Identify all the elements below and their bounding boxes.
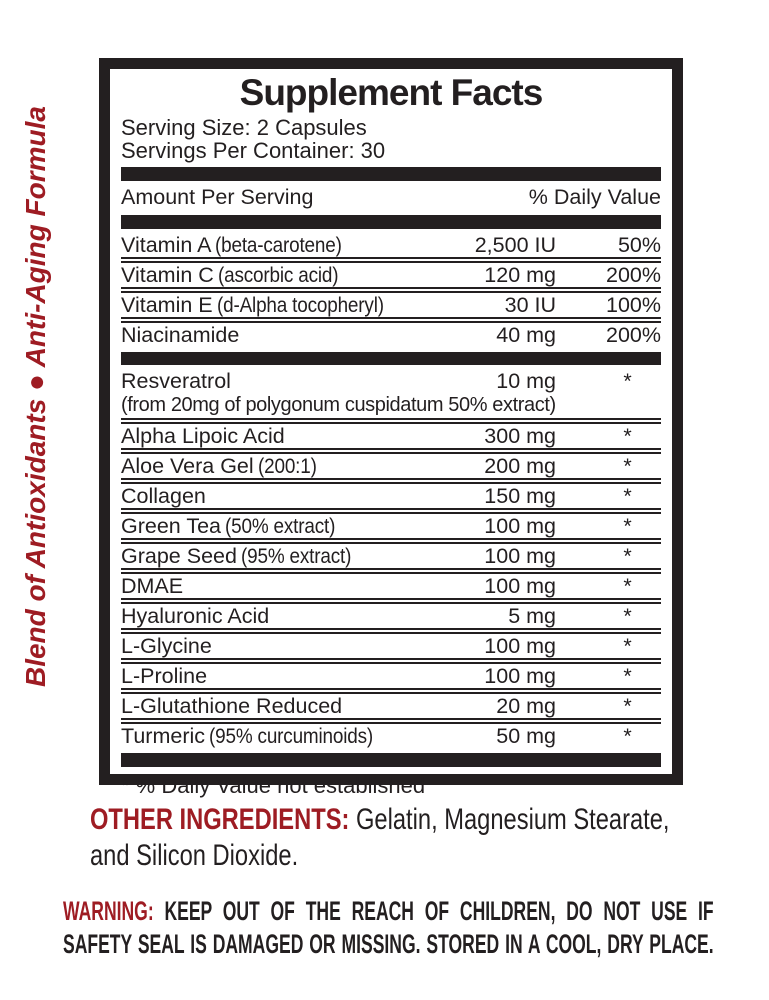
ingredient-dv: 100% — [606, 293, 661, 317]
ingredient-row-main — [121, 514, 661, 538]
ingredient-row — [121, 233, 661, 257]
ingredient-name: L-Glycine — [121, 634, 212, 658]
ingredient-row — [121, 688, 661, 718]
ingredient-amount: 200 mg — [484, 454, 556, 478]
ingredient-row — [121, 598, 661, 628]
ingredient-name: Vitamin E — [121, 293, 213, 317]
ingredient-row-main — [121, 263, 661, 287]
ingredient-name-cell — [121, 324, 441, 346]
ingredient-row — [121, 538, 661, 568]
warning-label: WARNING: — [63, 896, 154, 926]
ingredient-name-cell — [121, 665, 441, 687]
ingredient-row — [121, 369, 661, 418]
ingredient-name: Resveratrol — [121, 369, 231, 393]
ingredient-name: Niacinamide — [121, 323, 240, 347]
ingredient-detail: (d-Alpha tocopheryl) — [216, 293, 384, 317]
ingredient-row-main — [121, 424, 661, 448]
ingredient-name: L-Glutathione Reduced — [121, 694, 343, 718]
ingredient-row-main — [121, 323, 661, 347]
ingredient-name: Hyaluronic Acid — [121, 604, 270, 628]
ingredient-row-main — [121, 544, 661, 568]
ingredient-amount: 2,500 IU — [474, 233, 556, 257]
ingredient-row — [121, 718, 661, 748]
ingredient-dv: * — [623, 454, 632, 478]
ingredient-amount: 40 mg — [496, 323, 556, 347]
warning — [63, 895, 714, 961]
ingredient-amount: 100 mg — [484, 544, 556, 568]
ingredient-name: Green Tea — [121, 514, 222, 538]
ingredient-amount: 300 mg — [484, 424, 556, 448]
ingredient-row — [121, 658, 661, 688]
panel-title: Supplement Facts — [239, 72, 543, 113]
ingredient-name: Grape Seed — [121, 544, 237, 568]
ingredient-dv: * — [623, 424, 632, 448]
ingredient-amount: 5 mg — [508, 604, 556, 628]
ingredient-detail: (95% extract) — [240, 544, 352, 568]
ingredient-dv: * — [623, 369, 632, 393]
ingredient-detail: (200:1) — [257, 454, 317, 478]
ingredient-row — [121, 418, 661, 448]
ingredient-name-cell — [121, 425, 441, 447]
ingredient-row-main — [121, 369, 661, 393]
ingredient-name: Alpha Lipoic Acid — [121, 424, 285, 448]
ingredient-name-cell — [121, 515, 441, 537]
ingredient-dv: * — [623, 634, 632, 658]
ingredient-row — [121, 508, 661, 538]
ingredient-amount: 120 mg — [484, 263, 556, 287]
ingredient-amount: 10 mg — [496, 369, 556, 393]
supplement-facts-panel — [99, 58, 683, 798]
ingredient-row-main — [121, 233, 661, 257]
vertical-tagline-text: Blend of Antioxidants ● Anti-Aging Formula — [20, 106, 51, 688]
ingredient-dv: * — [623, 694, 632, 718]
ingredient-detail: (beta-carotene) — [215, 233, 343, 257]
ingredient-dv: 50% — [617, 233, 661, 257]
ingredient-row-main — [121, 293, 661, 317]
daily-value-header: % Daily Value — [528, 185, 661, 209]
ingredient-name-cell — [121, 605, 441, 627]
ingredient-row — [121, 317, 661, 347]
table-header — [121, 185, 661, 210]
other-ingredients-label: OTHER INGREDIENTS: — [90, 803, 350, 836]
ingredient-row-main — [121, 604, 661, 628]
ingredient-row-main — [121, 484, 661, 508]
warning-text: KEEP OUT OF THE REACH OF CHILDREN, DO NOT USE IF SAFETY SEAL IS DAMAGED OR MISSING. STORED IN A COOL, DRY PLACE. — [63, 896, 714, 959]
ingredient-name-cell — [121, 695, 441, 717]
ingredient-row — [121, 257, 661, 287]
ingredient-dv: * — [623, 544, 632, 568]
ingredient-amount: 100 mg — [484, 634, 556, 658]
servings-per-container: Servings Per Container: 30 — [121, 138, 386, 163]
serving-size: Serving Size: 2 Capsules — [121, 115, 367, 140]
ingredient-name-cell — [121, 234, 441, 256]
ingredient-row — [121, 628, 661, 658]
ingredient-dv: * — [623, 484, 632, 508]
ingredient-name-cell — [121, 455, 441, 477]
ingredient-name: Vitamin A — [121, 233, 212, 257]
vitamins-section — [121, 233, 661, 347]
ingredient-dv: * — [623, 574, 632, 598]
ingredient-name-cell — [121, 294, 441, 316]
ingredient-name-cell — [121, 635, 441, 657]
ingredient-amount: 50 mg — [496, 724, 556, 748]
ingredient-dv: * — [623, 514, 632, 538]
ingredient-row-main — [121, 454, 661, 478]
divider-bar-header — [121, 215, 661, 229]
ingredient-row-main — [121, 664, 661, 688]
ingredient-amount: 30 IU — [504, 293, 556, 317]
ingredient-detail: (50% extract) — [225, 514, 336, 538]
ingredient-row — [121, 568, 661, 598]
ingredient-name: Collagen — [121, 484, 206, 508]
ingredient-name: Turmeric — [121, 724, 206, 748]
ingredient-name-cell — [121, 545, 441, 567]
divider-bar-top — [121, 167, 661, 181]
ingredient-amount: 20 mg — [496, 694, 556, 718]
ingredient-amount: 100 mg — [484, 664, 556, 688]
ingredient-row-main — [121, 694, 661, 718]
ingredient-name-cell — [121, 370, 441, 392]
ingredient-row — [121, 478, 661, 508]
divider-bar-bottom — [121, 753, 661, 767]
ingredient-name: DMAE — [121, 574, 184, 598]
ingredient-amount: 150 mg — [484, 484, 556, 508]
ingredient-amount: 100 mg — [484, 574, 556, 598]
ingredient-name-cell — [121, 725, 441, 747]
other-ingredients-text: Gelatin, Magnesium Stearate, and Silicon Dioxide. — [90, 803, 670, 872]
ingredient-name: Aloe Vera Gel — [121, 454, 254, 478]
ingredient-detail: (ascorbic acid) — [217, 263, 339, 287]
ingredient-row-main — [121, 634, 661, 658]
other-ingredients — [90, 802, 690, 874]
daily-value-footnote: * % Daily Value not established — [121, 773, 426, 798]
ingredient-dv: * — [623, 724, 632, 748]
divider-bar-mid — [121, 352, 661, 365]
ingredient-detail: (95% curcuminoids) — [209, 724, 374, 748]
ingredient-subline: (from 20mg of polygonum cuspidatum 50% extract) — [121, 394, 556, 416]
blend-section — [121, 369, 661, 748]
ingredient-name: Vitamin C — [121, 263, 214, 287]
ingredient-name-cell — [121, 485, 441, 507]
ingredient-row — [121, 287, 661, 317]
ingredient-row — [121, 448, 661, 478]
amount-per-serving-header: Amount Per Serving — [121, 185, 314, 209]
ingredient-name-cell — [121, 264, 441, 286]
ingredient-name: L-Proline — [121, 664, 208, 688]
ingredient-name-cell — [121, 575, 441, 597]
ingredient-row-main — [121, 574, 661, 598]
ingredient-amount: 100 mg — [484, 514, 556, 538]
vertical-tagline — [14, 58, 62, 735]
ingredient-dv: 200% — [606, 323, 661, 347]
ingredient-dv: * — [623, 664, 632, 688]
ingredient-dv: * — [623, 604, 632, 628]
ingredient-dv: 200% — [606, 263, 661, 287]
ingredient-row-main — [121, 724, 661, 748]
